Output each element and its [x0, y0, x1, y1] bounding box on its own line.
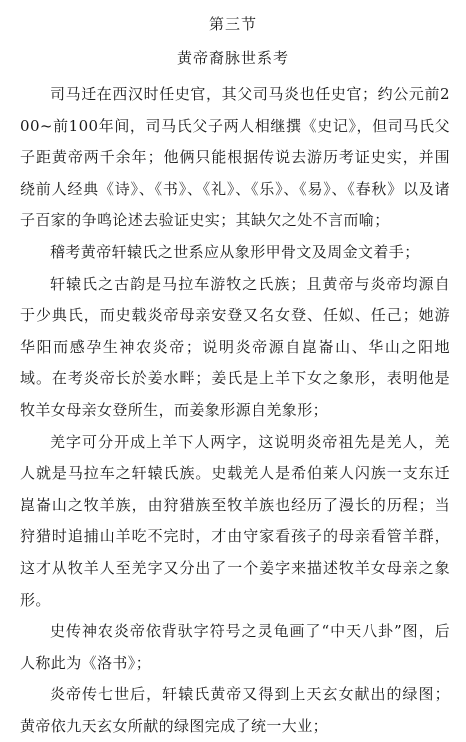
paragraph: 羌字可分开成上羊下人两字，这说明炎帝祖先是羌人，羌人就是马拉车之轩辕氏族。史载羌人是希伯莱人闪族一支东迁崑崙山之牧羊族，由狩猎族至牧羊族也经历了漫长的历程；当狩猎时追捕山羊吃不完时，才由守家看孩子的母亲看管羊群，这才从牧羊人至羌字又分出了一个姜字来描述牧羊女母亲之象形。 [20, 432, 450, 609]
body-text [20, 79, 450, 742]
paragraph: 史传神农炎帝依背驮字符号之灵龟画了“中天八卦”图，后人称此为《洛书》； [20, 622, 450, 672]
section-title: 黄帝裔脉世系考 [176, 49, 289, 67]
paragraph: 轩辕氏之古韵是马拉车游牧之氏族；且黄帝与炎帝均源自于少典氏，而史载炎帝母亲安登又名女登、任姒、任己；她游华阳而感孕生神农炎帝；说明炎帝源自崑崙山、华山之阳地域。在考炎帝长於姜水畔；姜氏是上羊下女之象形，表明他是牧羊女母亲女登所生，而姜象形源自羌象形； [20, 274, 450, 419]
section-heading: 第三节 [208, 15, 257, 33]
paragraph: 炎帝传七世后，轩辕氏黄帝又得到上天玄女献出的绿图；黄帝依九天玄女所献的绿图完成了统一大业； [20, 685, 450, 735]
paragraph: 司马迁在西汉时任史官，其父司马炎也任史官；约公元前200~前100年间，司马氏父子两人相继撰《史记》，但司马氏父子距黄帝两千余年；他俩只能根据传说去游历考证史实，并围绕前人经典《诗》、《书》、《礼》、《乐》、《易》、《春秋》以及诸子百家的争鸣论述去验证史实；其缺欠之处不言而喻； [20, 85, 450, 230]
paragraph: 稽考黄帝轩辕氏之世系应从象形甲骨文及周金文着手； [50, 242, 420, 261]
